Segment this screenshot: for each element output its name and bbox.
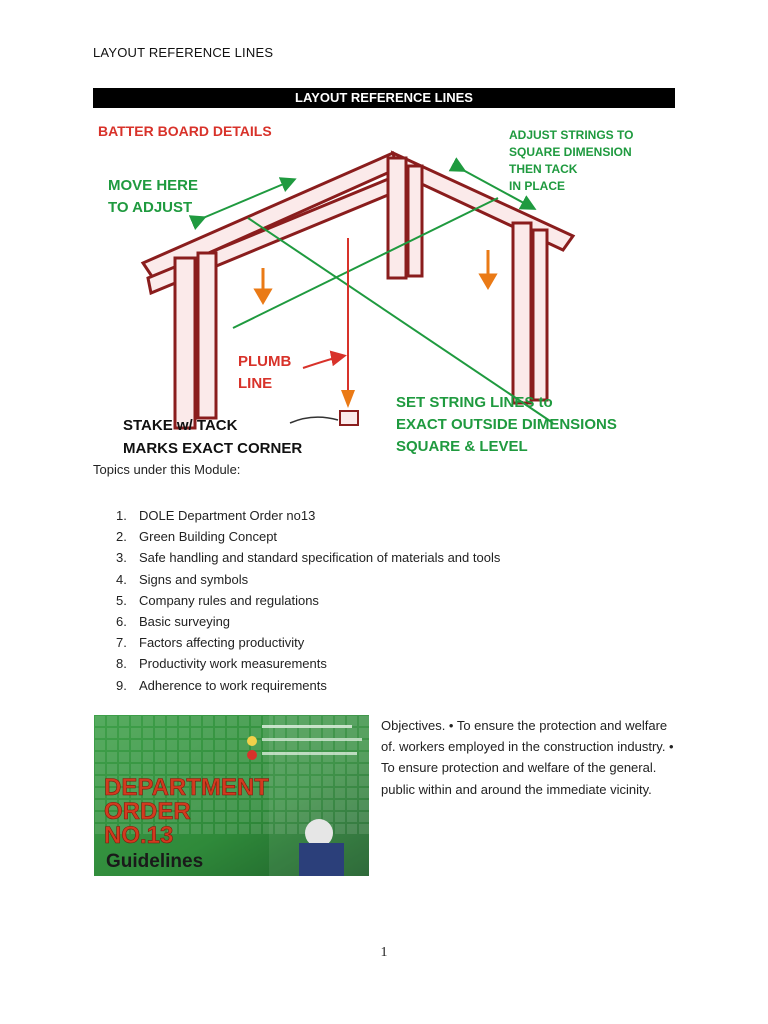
post-center-2 bbox=[408, 166, 422, 276]
list-item bbox=[110, 590, 500, 611]
list-item-number: 6. bbox=[116, 613, 127, 629]
post-left-2 bbox=[198, 253, 216, 418]
list-item-text: Green Building Concept bbox=[139, 529, 278, 545]
post-center-1 bbox=[388, 158, 406, 278]
seal-icon bbox=[247, 736, 257, 746]
cover-subtitle: Guidelines bbox=[106, 851, 204, 872]
label-set-1: SET STRING LINES to bbox=[396, 394, 553, 411]
list-item-number: 5. bbox=[116, 592, 127, 608]
list-item-number: 7. bbox=[116, 635, 127, 651]
list-item bbox=[110, 675, 500, 696]
cover-title-1: DEPARTMENT bbox=[104, 774, 269, 801]
list-item-number: 9. bbox=[116, 677, 127, 693]
list-item-number: 3. bbox=[116, 550, 127, 566]
list-item-number: 1. bbox=[116, 508, 127, 523]
running-header: LAYOUT REFERENCE LINES bbox=[93, 45, 274, 60]
list-item-text: Productivity work measurements bbox=[139, 656, 327, 672]
list-item-number: 4. bbox=[116, 571, 127, 587]
objectives-text: Objectives. • To ensure the protection and welfare of. workers employed in the construction industry. • To ensure protection and welfare of the general. public within and around the immediate vicinity. bbox=[381, 718, 674, 797]
list-item-number: 2. bbox=[116, 529, 127, 545]
stake-pointer bbox=[290, 417, 338, 423]
list-item-text: Safe handling and standard specification of materials and tools bbox=[139, 550, 501, 566]
label-plumb-1: PLUMB bbox=[238, 353, 292, 370]
list-item-text: Basic surveying bbox=[139, 613, 231, 629]
list-item bbox=[110, 632, 500, 653]
list-item-text: Signs and symbols bbox=[139, 571, 249, 587]
worker-icon bbox=[299, 843, 344, 876]
label-stake-1: STAKE w/ TACK bbox=[123, 417, 238, 434]
batter-board-svg bbox=[93, 118, 649, 462]
department-order-cover-image bbox=[94, 715, 369, 876]
list-item-text: Adherence to work requirements bbox=[139, 677, 327, 693]
plumb-bob bbox=[341, 390, 355, 408]
batter-board-illustration bbox=[93, 118, 649, 462]
section-title-bar: LAYOUT REFERENCE LINES bbox=[93, 88, 675, 108]
label-adjust-2: SQUARE DIMENSION bbox=[509, 145, 632, 159]
label-plumb-2: LINE bbox=[238, 375, 273, 392]
list-item-text: DOLE Department Order no13 bbox=[139, 508, 316, 523]
hardhat-icon bbox=[305, 819, 333, 847]
label-batter: BATTER BOARD DETAILS bbox=[98, 123, 272, 139]
list-item bbox=[110, 526, 500, 547]
cover-title-3: NO.13 bbox=[104, 822, 174, 849]
topics-heading: Topics under this Module: bbox=[93, 462, 241, 477]
cover-title-2: ORDER bbox=[104, 798, 191, 825]
page-number: 1 bbox=[380, 945, 388, 960]
topic-list bbox=[110, 505, 500, 696]
list-item bbox=[110, 653, 500, 674]
label-adjust-3: THEN TACK bbox=[509, 162, 578, 176]
label-adjust-4: IN PLACE bbox=[509, 179, 566, 193]
seal-icon bbox=[247, 750, 257, 760]
list-item bbox=[110, 547, 500, 568]
list-item-text: Company rules and regulations bbox=[139, 592, 319, 608]
stake bbox=[340, 411, 358, 425]
cover-svg bbox=[94, 715, 369, 876]
plumb-pointer bbox=[303, 356, 343, 368]
post-right-2 bbox=[533, 230, 547, 400]
list-item-number: 8. bbox=[116, 656, 127, 672]
label-move-1: MOVE HERE bbox=[108, 177, 199, 194]
post-left-1 bbox=[175, 258, 195, 428]
list-item bbox=[110, 505, 500, 526]
post-right-1 bbox=[513, 223, 531, 403]
label-set-2: EXACT OUTSIDE DIMENSIONS bbox=[396, 416, 617, 433]
list-item-text: Factors affecting productivity bbox=[139, 635, 305, 651]
label-stake-2: MARKS EXACT CORNER bbox=[123, 440, 303, 457]
label-adjust-1: ADJUST STRINGS TO bbox=[509, 128, 634, 142]
list-item bbox=[110, 611, 500, 632]
list-item bbox=[110, 569, 500, 590]
label-set-3: SQUARE & LEVEL bbox=[396, 438, 528, 455]
label-move-2: TO ADJUST bbox=[108, 199, 193, 216]
